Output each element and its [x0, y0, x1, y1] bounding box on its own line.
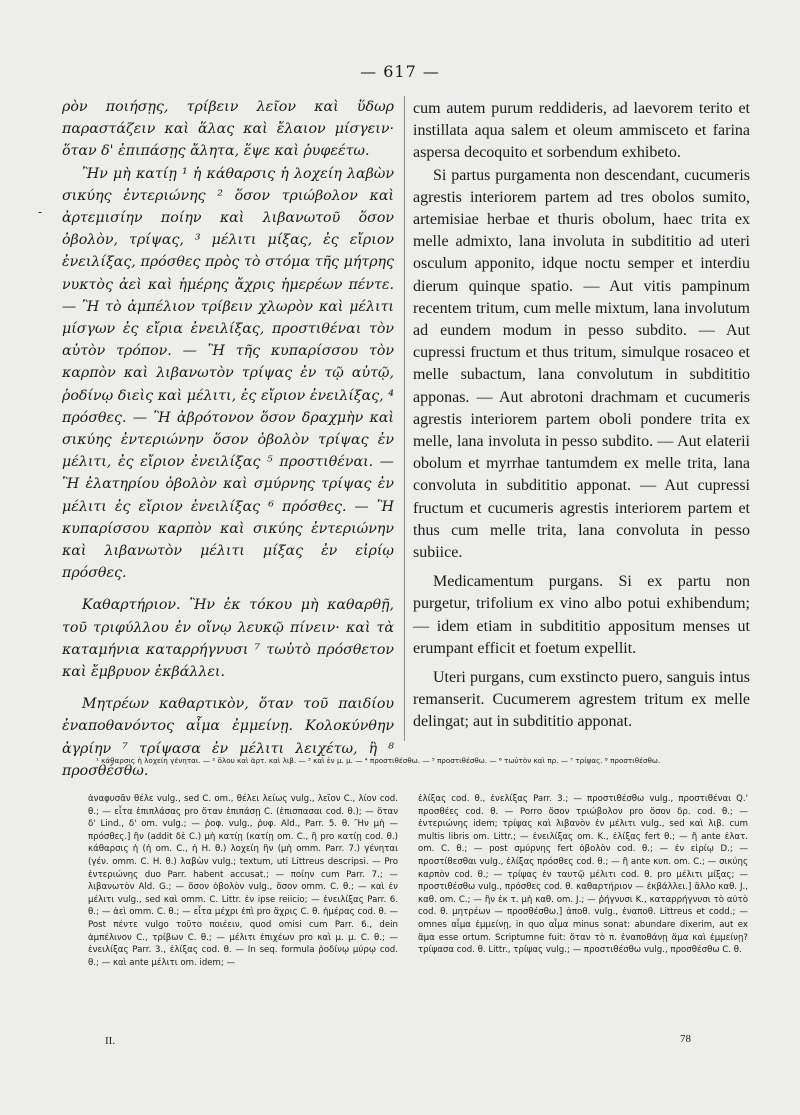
footnote-variants: ¹ κάθαρσις ἡ λοχείη γένηται. — ² ὅλου καὶ ἀρτ. καὶ λιβ. — ³ καὶ ἐν μ. μ. — ⁴ προστιθέσθω. — ⁵ προστιθέσθω. — ⁶ τωὐτὸν καὶ πρ. — ⁷ τρίψας. ⁸ προστιθέσθω.: [96, 756, 661, 765]
latin-text-column: [413, 98, 750, 734]
greek-text-column: [62, 96, 394, 782]
bottom-number: 78: [680, 1033, 691, 1045]
latin-paragraph: Si partus purgamenta non descendant, cucumeris agrestis interiorem partem ad tres obolos sumito, artemisiae herbae et thuris obolum, haec trita ex melle admixto, lana involuta in subdititio ad uteri osculum apponito, idque noctu semper et interdiu dierum quinque spatio. — Aut vitis pampinum recentem tritum, cum melle mixtum, lana involutum ad eundem modum in pesso subdito. — Aut cupressi fructum et thus tritum, simulque rosaceo et melle subactum, lana convolutum in subdititio apponas. — Aut abrotoni drachmam et cucumeris agrestis interiorem partem oboli pondere trita ex melle, lana involuta in pesso subdito. — Aut elaterii obolum et myrrhae tantumdem ex melle trita, lana convoluta in subdititio apponat. — Aut cupressi fructum et cucumeris agrestis interiorem partem et thus cum melle trita, lana convoluta in pesso subiice.: [413, 166, 750, 562]
page-number: — 617 —: [360, 62, 440, 81]
critical-notes-left: [88, 793, 398, 969]
column-divider: [404, 96, 405, 741]
latin-paragraph: cum autem purum reddideris, ad laevorem terito et instillata aqua salem et oleum ammisceto et farina aspersa decoquito et sorbendum exhibeto.: [413, 100, 750, 162]
greek-paragraph: Καθαρτήριον. Ἢν ἐκ τόκου μὴ καθαρθῇ, τοῦ τριφύλλου ἐν οἴνῳ λευκῷ πίνειν· καὶ τὰ καταμήνια καταρρήγνυσι ⁷ τωὐτὸ πρόσθετον καὶ ἔμβρυον ἐκβάλλει.: [62, 597, 394, 681]
critical-notes-right: [418, 793, 748, 957]
greek-paragraph: ρὸν ποιήσῃς, τρίβειν λεῖον καὶ ὕδωρ παραστάζειν καὶ ἅλας καὶ ἔλαιον μίσγειν· ὅταν δ' ἐπιπάσῃς ἄλητα, ἕψε καὶ ῥυφεέτω.: [62, 99, 394, 160]
greek-paragraph: Μητρέων καθαρτικὸν, ὅταν τοῦ παιδίου ἐναποθανόντος αἷμα ἐμμείνῃ. Κολοκύνθην ἀγρίην ⁷ τρίψασα ἐν μέλιτι λειχέτω, ἢ ⁸ προσθέσθω.: [62, 696, 394, 779]
margin-mark: -: [38, 205, 43, 219]
greek-paragraph: Ἢν μὴ κατίῃ ¹ ἡ κάθαρσις ἡ λοχείη λαβὼν σικύης ἐντεριώνης ² ὅσον τριώβολον καὶ ἀρτεμισίην ποίην καὶ λιβανωτοῦ ὅσον ὀβολὸν, τρίψας, ³ μέλιτι μίξας, ἐς εἴριον ἐνειλίξας, πρόσθες πρὸς τὸ στόμα τῆς μήτρης νυκτὸς ἀεὶ καὶ ἡμέρης ἄχρις ἡμερέων πέντε. — Ἢ τὸ ἀμπέλιον τρίβειν χλωρὸν καὶ μέλιτι μίσγων ἐς εἴρια ἐνειλίξας, προστιθέναι τὸν αὐτὸν τρόπον. — Ἢ τῆς κυπαρίσσου τὸν καρπὸν καὶ λιβανωτὸν τρίψας ἐν τῷ αὐτῷ, ῥοδίνῳ διεὶς καὶ μέλιτι, ἐς εἴριον ἐνειλίξας, ⁴ πρόσθες. — Ἢ ἀβρότονον ὅσον δραχμὴν καὶ σικύης ἐντεριώνην ὅσον ὀβολὸν τρίψας ἐν μέλιτι, ἐς εἴριον ἐνειλίξας ⁵ προστιθέναι. — Ἢ ἐλατηρίου ὀβολὸν καὶ σμύρνης τρίψας ἐν μέλιτι ἐς εἴριον ἐνειλίξας ⁶ πρόσθες. — Ἢ κυπαρίσσου καρπὸν καὶ σικύης ἐντεριώνην καὶ λιβανωτὸν μέλιτι μίξας ἐν εἰρίῳ πρόσθες.: [62, 165, 394, 582]
notes-left-text: ἀναφυσᾶν θέλε vulg., sed C. om., θέλει λείως vulg., λεῖον C., λίον cod. θ.; — εἶτα ἐπιπλάσας pro ὅταν ἐπιπάσῃ C. (ἐπισπασαι cod. θ.); — ὅταν δ' Lind., δ' om. vulg.; — ῥοφ. vulg., ῥυφ. Ald., Parr. 5. θ. Ἢν μὴ — πρόσθες.] ἢν (addit δὲ C.) μὴ κατίῃ (κατίῃ om. C., ἢ pro κατίῃ cod. θ.) κάθαρσις ἡ (ἡ om. C., ἡ H. θ.) λοχείη ἢν (μὴ omm. Parr. 7.) γένηται (γέν. omm. C. H. θ.) λαβὼν vulg.; textum, uti Littreus descripsi. — Pro ἐντεριώνης duo Parr. habent accusat.; — ποίην cum Parr. 7.; — λιβανωτὸν Ald. G.; — ὅσον ὀβολὸν vulg., ὅσον omm. C. θ.; — καὶ ἐν μέλιτι vulg., sed καὶ omm. C. Littr. ἐν ipse reiicio; — ἐνειλίξας Parr. 6. θ.; — ἀεὶ omm. C. θ.; — εἶτα μέχρι ἐπὶ pro ἄχρις C. θ. ἡμέρας cod. θ. — Post πέντε vulgo τοῦτο ποιέειν, quod omisi cum Parr. 6., dein ἀμπέλινον C., τρίβων C. θ.; — μέλιτι ἐπιχέων pro καὶ μ. μ. C. θ.; — ἐνειλίξας Parr. 3., ἐλίξας cod. θ. — In seq. formula ῥοδίνῳ μύρῳ cod. θ.; — καὶ ante μέλιτι om. idem; —: [88, 794, 398, 968]
notes-right-text: ἐλίξας cod. θ., ἐνελίξας Parr. 3.; — προστιθέσθω vulg., προστιθέναι Q.' προσθέες cod. θ. — Porro ὅσον τριώβολον pro ὅσον δρ. cod. θ.; — ἐντεριώνης idem; τρίψας καὶ λιβανὸν ἐν μέλιτι vulg., sed καὶ λιβ. cum multis libris om. Littr.; — ἐνειλίξας om. K., ἐλίξας fert θ.; — ἢ ante ἐλατ. om. C. θ.; — post σμύρνης fert ὀβολὸν cod. θ.; — ἐν εἰρίῳ D.; — προστίθεσθαι vulg., ἐλίξας πρόσθες cod. θ.; — ἢ ante κυπ. om. C.; — σικύης καρπὸν cod. θ.; — τρίψας ἐν ταυτῷ μέλιτι cod. θ. pro μέλιτι μίξας; — προστιθέσθω vulg., πρόσθες cod. θ. καθαρτήριον — ἐκβάλλει.] ἄλλο καθ. J., καθ. om. C.; — ἢν ἐκ τ. μὴ καθ. om. J.; — ῥήγνυσι K., καταρρήγνυσι τὸ αὐτὸ cod. θ. μητρέων — προσθέσθω.] ἀποθ. vulg., ἐναποθ. Littreus et codd.; — omnes αἷμα ἐμμείνῃ, in quo αἷμα minus sonat: abundare dixerim, aut ex ἅμα esse ortum. Scriptumne fuit: ὅταν τὸ π. ἐναποθάνῃ ἅμα καὶ ἐμμείνῃ? τρίψασα cod. θ. Littr., τρίψας vulg.; — προστιθέσθω vulg., προσθέσθω C. θ.: [418, 794, 748, 956]
latin-paragraph: Uteri purgans, cum exstincto puero, sanguis intus remanserit. Cucumerem agrestem tritum ex melle delingat; aut in subdititio apponat.: [413, 669, 750, 731]
latin-paragraph: Medicamentum purgans. Si ex partu non purgetur, trifolium ex vino albo potui exhibendum; — idem etiam in subdititio appositum menses ut erumpant efficit et foetum expellit.: [413, 573, 750, 657]
signature-mark: II.: [105, 1035, 116, 1047]
